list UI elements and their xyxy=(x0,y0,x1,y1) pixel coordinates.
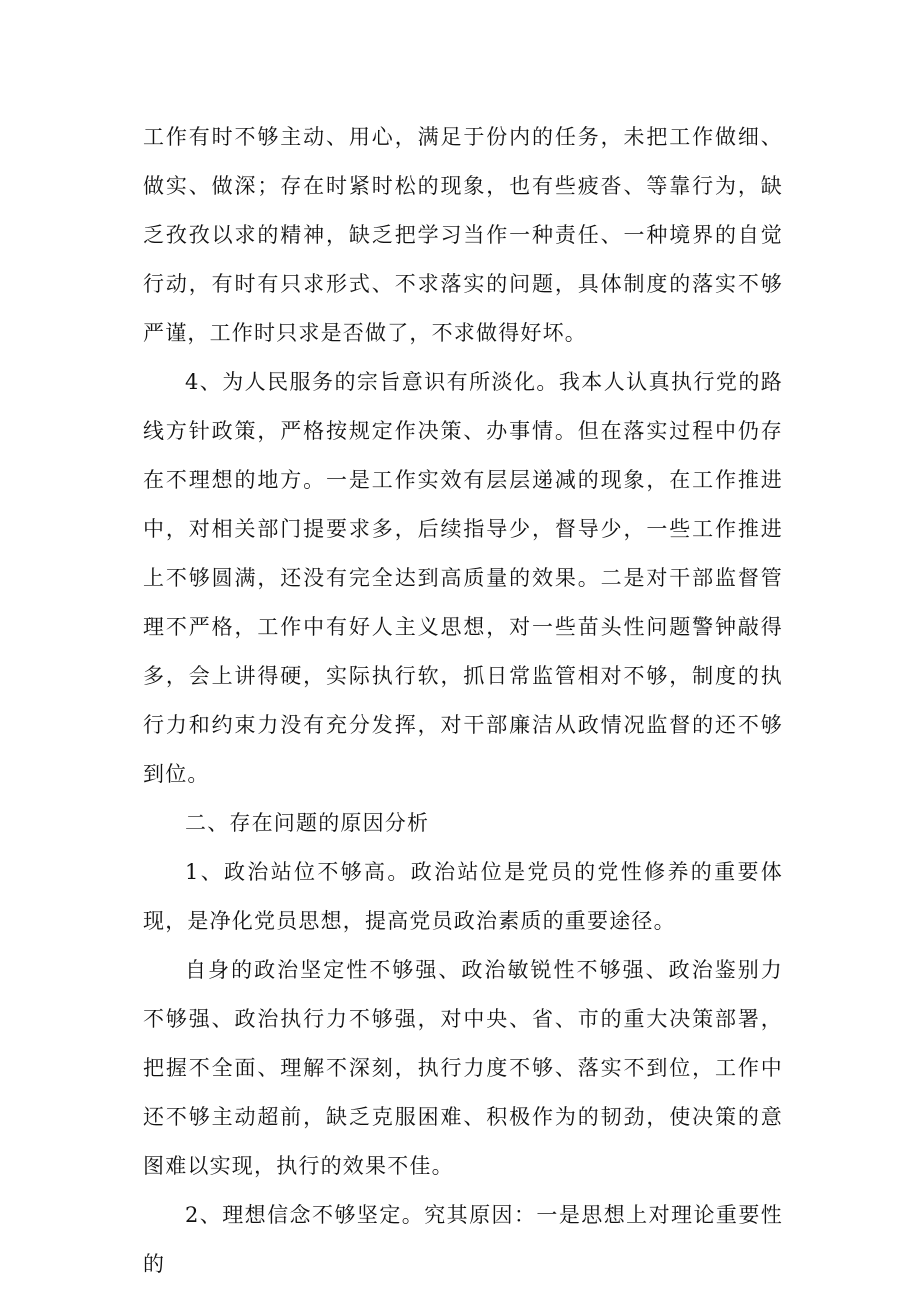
paragraph-continued: 工作有时不够主动、用心，满足于份内的任务，未把工作做细、做实、做深；存在时紧时松的现象，也有些疲沓、等靠行为，缺乏孜孜以求的精神，缺乏把学习当作一种责任、一种境界的自觉行动，有时有只求形式、不求落实的问题，具体制度的落实不够严谨，工作时只求是否做了，不求做得好坏。 xyxy=(143,125,783,345)
paragraph-item-4: 4、为人民服务的宗旨意识有所淡化。我本人认真执行党的路线方针政策，严格按规定作决策、办事情。但在落实过程中仍存在不理想的地方。一是工作实效有层层递减的现象，在工作推进中，对相关部门提要求多，后续指导少，督导少，一些工作推进上不够圆满，还没有完全达到高质量的效果。二是对干部监督管理不严格，工作中有好人主义思想，对一些苗头性问题警钟敲得多，会上讲得硬，实际执行软，抓日常监管相对不够，制度的执行力和约束力没有充分发挥，对干部廉洁从政情况监督的还不够到位。 xyxy=(143,370,783,786)
paragraph-cause-2: 2、理想信念不够坚定。究其原因：一是思想上对理论重要性的 xyxy=(143,1203,783,1276)
paragraph-cause-1: 1、政治站位不够高。政治站位是党员的党性修养的重要体现，是净化党员思想，提高党员政治素质的重要途径。 xyxy=(143,860,783,933)
paragraph-cause-1-detail: 自身的政治坚定性不够强、政治敏锐性不够强、政治鉴别力不够强、政治执行力不够强，对中央、省、市的重大决策部署，把握不全面、理解不深刻，执行力度不够、落实不到位，工作中还不够主动超前，缺乏克服困难、积极作为的韧劲，使决策的意图难以实现，执行的效果不佳。 xyxy=(143,958,783,1178)
document-body xyxy=(143,113,783,1289)
section-heading-cause-analysis: 二、存在问题的原因分析 xyxy=(185,811,430,835)
